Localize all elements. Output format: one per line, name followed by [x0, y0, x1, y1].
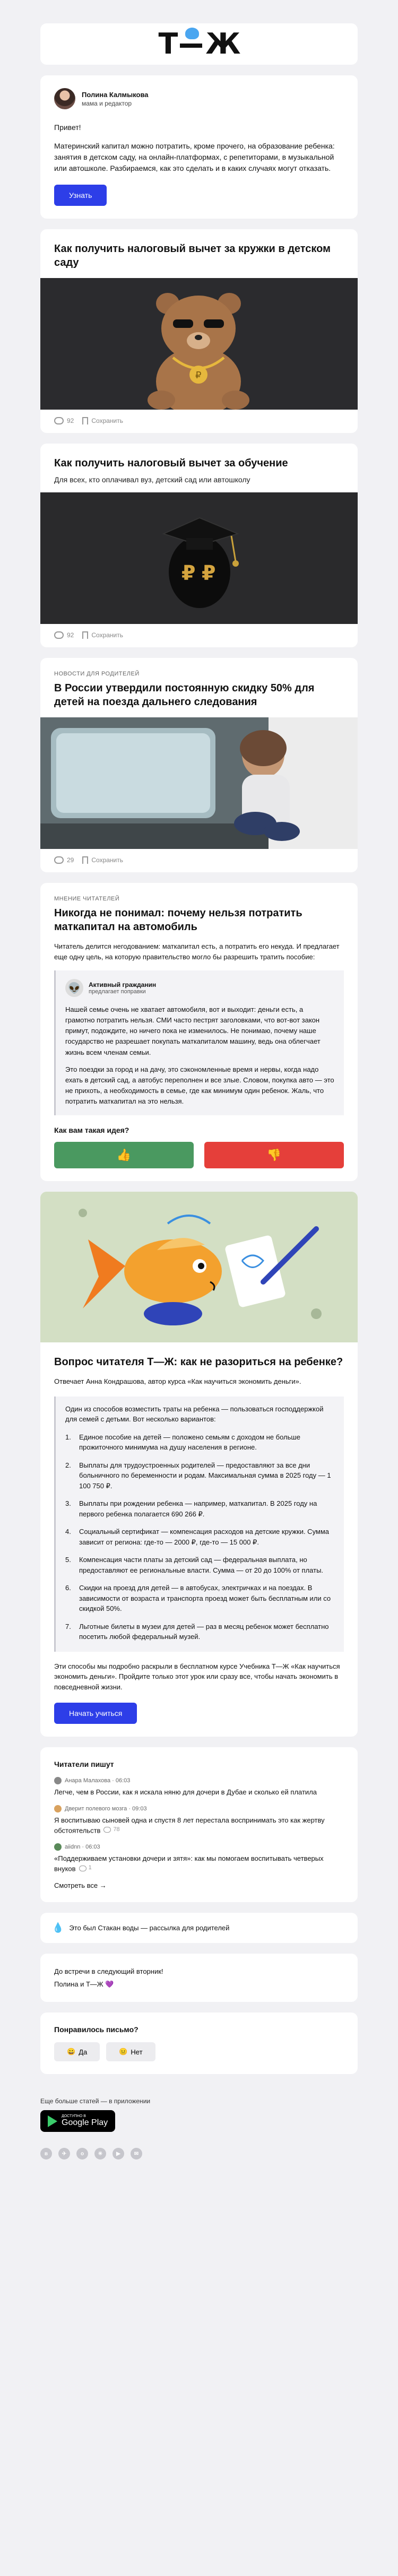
list-item: Выплаты при рождении ребенка — например, маткапитал. В 2025 году на первого ребенка полагается 690 266 ₽.: [79, 1499, 317, 1518]
signoff-line: Полина и Т—Ж 💜: [54, 1980, 114, 1988]
google-play-button[interactable]: ДОСТУПНО В Google Play: [40, 2110, 115, 2132]
article-title[interactable]: Как получить налоговый вычет за обучение: [54, 457, 288, 469]
avatar: [54, 1843, 62, 1851]
list-item[interactable]: aiidnn · 06:03 «Поддерживаем установки дочери и зятя»: как мы помогаем воспитывать четверых внуков 1: [54, 1844, 324, 1873]
dzen-icon[interactable]: ✳: [94, 2148, 106, 2159]
logo-letter-zh: Ж: [205, 27, 240, 60]
teddy-bear-image: [40, 278, 358, 410]
answer-quote: [54, 1397, 344, 1652]
save-link[interactable]: Сохранить: [82, 856, 123, 864]
comment-icon: [54, 856, 64, 864]
poll-question: Как вам такая идея?: [54, 1126, 129, 1135]
alien-avatar-icon: 👽: [65, 979, 83, 997]
feedback-yes-button[interactable]: 😀 Да: [54, 2042, 100, 2061]
list-item: Единое пособие на детей — положено семьям с доходом не больше прожиточного минимума на душу населения в регионе.: [79, 1433, 301, 1452]
comment-icon: [54, 631, 64, 639]
list-item[interactable]: Анара Малахова · 06:03 Легче, чем в России, как я искала няню для дочери в Дубае и сколько ей платила: [54, 1777, 317, 1797]
ok-icon[interactable]: о: [76, 2148, 88, 2159]
tj-logo[interactable]: [158, 27, 240, 60]
newsletter-note: [40, 1913, 358, 1943]
avatar: [54, 1805, 62, 1812]
article-card[interactable]: [40, 229, 358, 433]
app-promo-text: Еще больше статей — в приложении: [40, 2097, 151, 2105]
quote-note: предлагает поправки: [89, 988, 146, 995]
intro-card: [40, 75, 358, 219]
save-link[interactable]: Сохранить: [82, 417, 123, 424]
article-subtitle: Для всех, кто оплачивал вуз, детский сад или автошколу: [54, 475, 250, 484]
avatar: [54, 88, 75, 109]
avatar: [54, 1777, 62, 1784]
feedback-no-button[interactable]: 😐 Нет: [106, 2042, 155, 2061]
article-category[interactable]: НОВОСТИ ДЛЯ РОДИТЕЛЕЙ: [54, 671, 140, 677]
learn-button[interactable]: Узнать: [54, 185, 107, 206]
comment-icon: [79, 1866, 86, 1871]
answer-intro: Один из способов возместить траты на ребенка — пользоваться господдержкой для семей с детьми. Вот несколько вариантов:: [65, 1404, 324, 1424]
mail-icon[interactable]: ✉: [131, 2148, 142, 2159]
comments-count[interactable]: 92: [54, 417, 74, 424]
neutral-face-icon: 😐: [119, 2048, 128, 2056]
comment-icon: [54, 417, 64, 424]
child-on-train-image: [40, 717, 358, 849]
comments-count[interactable]: 29: [54, 856, 74, 864]
svg-text:₽: ₽: [202, 561, 216, 585]
article-stats: [40, 624, 358, 647]
answer-by: Отвечает Анна Кондрашова, автор курса «Как научиться экономить деньги».: [54, 1377, 301, 1386]
list-item: Выплаты для трудоустроенных родителей — предоставляют за все дни больничного по беременности и родам. Максимальная сумма в 2025 году — 1 100 750 ₽.: [79, 1461, 331, 1490]
youtube-icon[interactable]: ▶: [113, 2148, 124, 2159]
article-card[interactable]: [40, 658, 358, 872]
answer-outro: Эти способы мы подробно раскрыли в бесплатном курсе Учебника Т—Ж «Как научиться экономить деньги». Пройдите только этот урок или сразу все, чтобы начать экономить в повседневной жизни.: [54, 1662, 340, 1691]
start-learning-button[interactable]: Начать учиться: [54, 1703, 137, 1724]
comment-icon: [103, 1827, 111, 1833]
support-options-list: [65, 1432, 335, 1642]
signoff-line: До встречи в следующий вторник!: [54, 1967, 163, 1976]
article-card[interactable]: [40, 444, 358, 647]
see-all-link[interactable]: Смотреть все →: [54, 1881, 107, 1890]
list-item: Компенсация части платы за детский сад — федеральная выплата, но предоставляют ее региональные власти. Сумма — от 20 до 100% от платы.: [79, 1556, 324, 1574]
thumbs-down-button[interactable]: 👎: [204, 1142, 344, 1168]
water-drop-icon: 💧: [52, 1922, 64, 1933]
logo-card: [40, 23, 358, 65]
goldfish-illustration: [40, 1192, 358, 1342]
author-name: Полина Калмыкова: [82, 90, 149, 99]
list-item: Льготные билеты в музеи для детей — раз в месяц ребенок может бесплатно посетить любой федеральный музей.: [79, 1622, 329, 1641]
quote-paragraph: Это поездки за город и на дачу, это сэкономленные время и нервы, когда надо ехать в детский сад, а автобус переполнен и все злые. Словом, покупка авто — это не прихоть, а необходимость в семье, где как минимум один ребенок. Жаль, что потратить маткапитал на это нельзя.: [65, 1065, 334, 1106]
save-link[interactable]: Сохранить: [82, 631, 123, 639]
article-title[interactable]: Как получить налоговый вычет за кружки в детском саду: [54, 243, 331, 268]
intro-body: Материнский капитал можно потратить, кроме прочего, на образование ребенка: занятия в детском саду, на онлайн-платформах, с репетиторами, в музыкальной или автошколе. Разбираемся, как это сделать и в каких случаях могут отказать.: [54, 142, 335, 172]
greeting: Привет!: [54, 123, 81, 132]
list-item: Социальный сертификат — компенсация расходов на детские кружки. Сумма зависит от региона: где-то — 2000 ₽, где-то — 15 000 ₽.: [79, 1528, 330, 1546]
readers-write-card: [40, 1747, 358, 1902]
social-links: [40, 2148, 358, 2159]
svg-text:₽: ₽: [195, 370, 202, 381]
question-title[interactable]: Вопрос читателя Т—Ж: как не разориться на ребенке?: [54, 1356, 343, 1368]
bookmark-icon: [82, 631, 88, 639]
bookmark-icon: [82, 856, 88, 864]
article-stats: [40, 410, 358, 433]
smile-icon: 😀: [67, 2048, 76, 2056]
article-stats: [40, 849, 358, 872]
readers-title: Читатели пишут: [54, 1760, 114, 1769]
list-item: Скидки на проезд для детей — в автобусах, электричках и на поездах. В зависимости от возраста и транспорта проезд может быть бесплатным или со скидкой 50%.: [79, 1584, 331, 1613]
quote-paragraph: Нашей семье очень не хватает автомобиля, вот и выходит: деньги есть, а грамотно потратить нельзя. СМИ часто пестрят заголовками, что вот-вот закон примут, подождите, но ничего пока не изменилось. Не понимаю, почему наше государство не разрешает покупать маткапиталом машину, ведь она облегчает жизнь всем членам семьи.: [65, 1005, 321, 1056]
article-title[interactable]: В России утвердили постоянную скидку 50% для детей на поезда дальнего следования: [54, 682, 315, 708]
feedback-card: [40, 2013, 358, 2074]
logo-letter-t: Т: [158, 27, 177, 60]
thumbs-up-button[interactable]: 👍: [54, 1142, 194, 1168]
feedback-question: Понравилось письмо?: [54, 2025, 139, 2034]
author-block: [54, 88, 344, 109]
opinion-lead: Читатель делится негодованием: маткапитал есть, а потратить его некуда. И предлагает еще одну цель, на которую правительство могло бы разрешить тратить пособие:: [54, 942, 340, 961]
graduation-piggy-image: [40, 492, 358, 624]
newsletter-text: Это был Стакан воды — рассылка для родителей: [69, 1924, 230, 1932]
google-play-icon: [48, 2115, 57, 2127]
footer: [40, 2085, 358, 2159]
logo-dash: [178, 34, 204, 54]
signoff-card: [40, 1954, 358, 2002]
water-drop-icon: [185, 28, 199, 39]
quote-author: Активный гражданин: [89, 981, 157, 988]
author-role: мама и редактор: [82, 99, 132, 107]
svg-text:₽: ₽: [181, 561, 196, 585]
opinion-card: [40, 883, 358, 1181]
opinion-title[interactable]: Никогда не понимал: почему нельзя потратить маткапитал на автомобиль: [54, 907, 302, 933]
reader-quote: [54, 970, 344, 1115]
list-item[interactable]: Дверит полевого мозга · 09:03 Я воспитываю сыновей одна и спустя 8 лет перестала воспринимать это как жертву обстоятельств 78: [54, 1806, 325, 1835]
reader-question-card: [40, 1192, 358, 1737]
telegram-icon[interactable]: ✈: [58, 2148, 70, 2159]
comments-count[interactable]: 92: [54, 631, 74, 639]
opinion-category: МНЕНИЕ ЧИТАТЕЛЕЙ: [54, 896, 120, 902]
vk-icon[interactable]: в: [40, 2148, 52, 2159]
bookmark-icon: [82, 417, 88, 424]
